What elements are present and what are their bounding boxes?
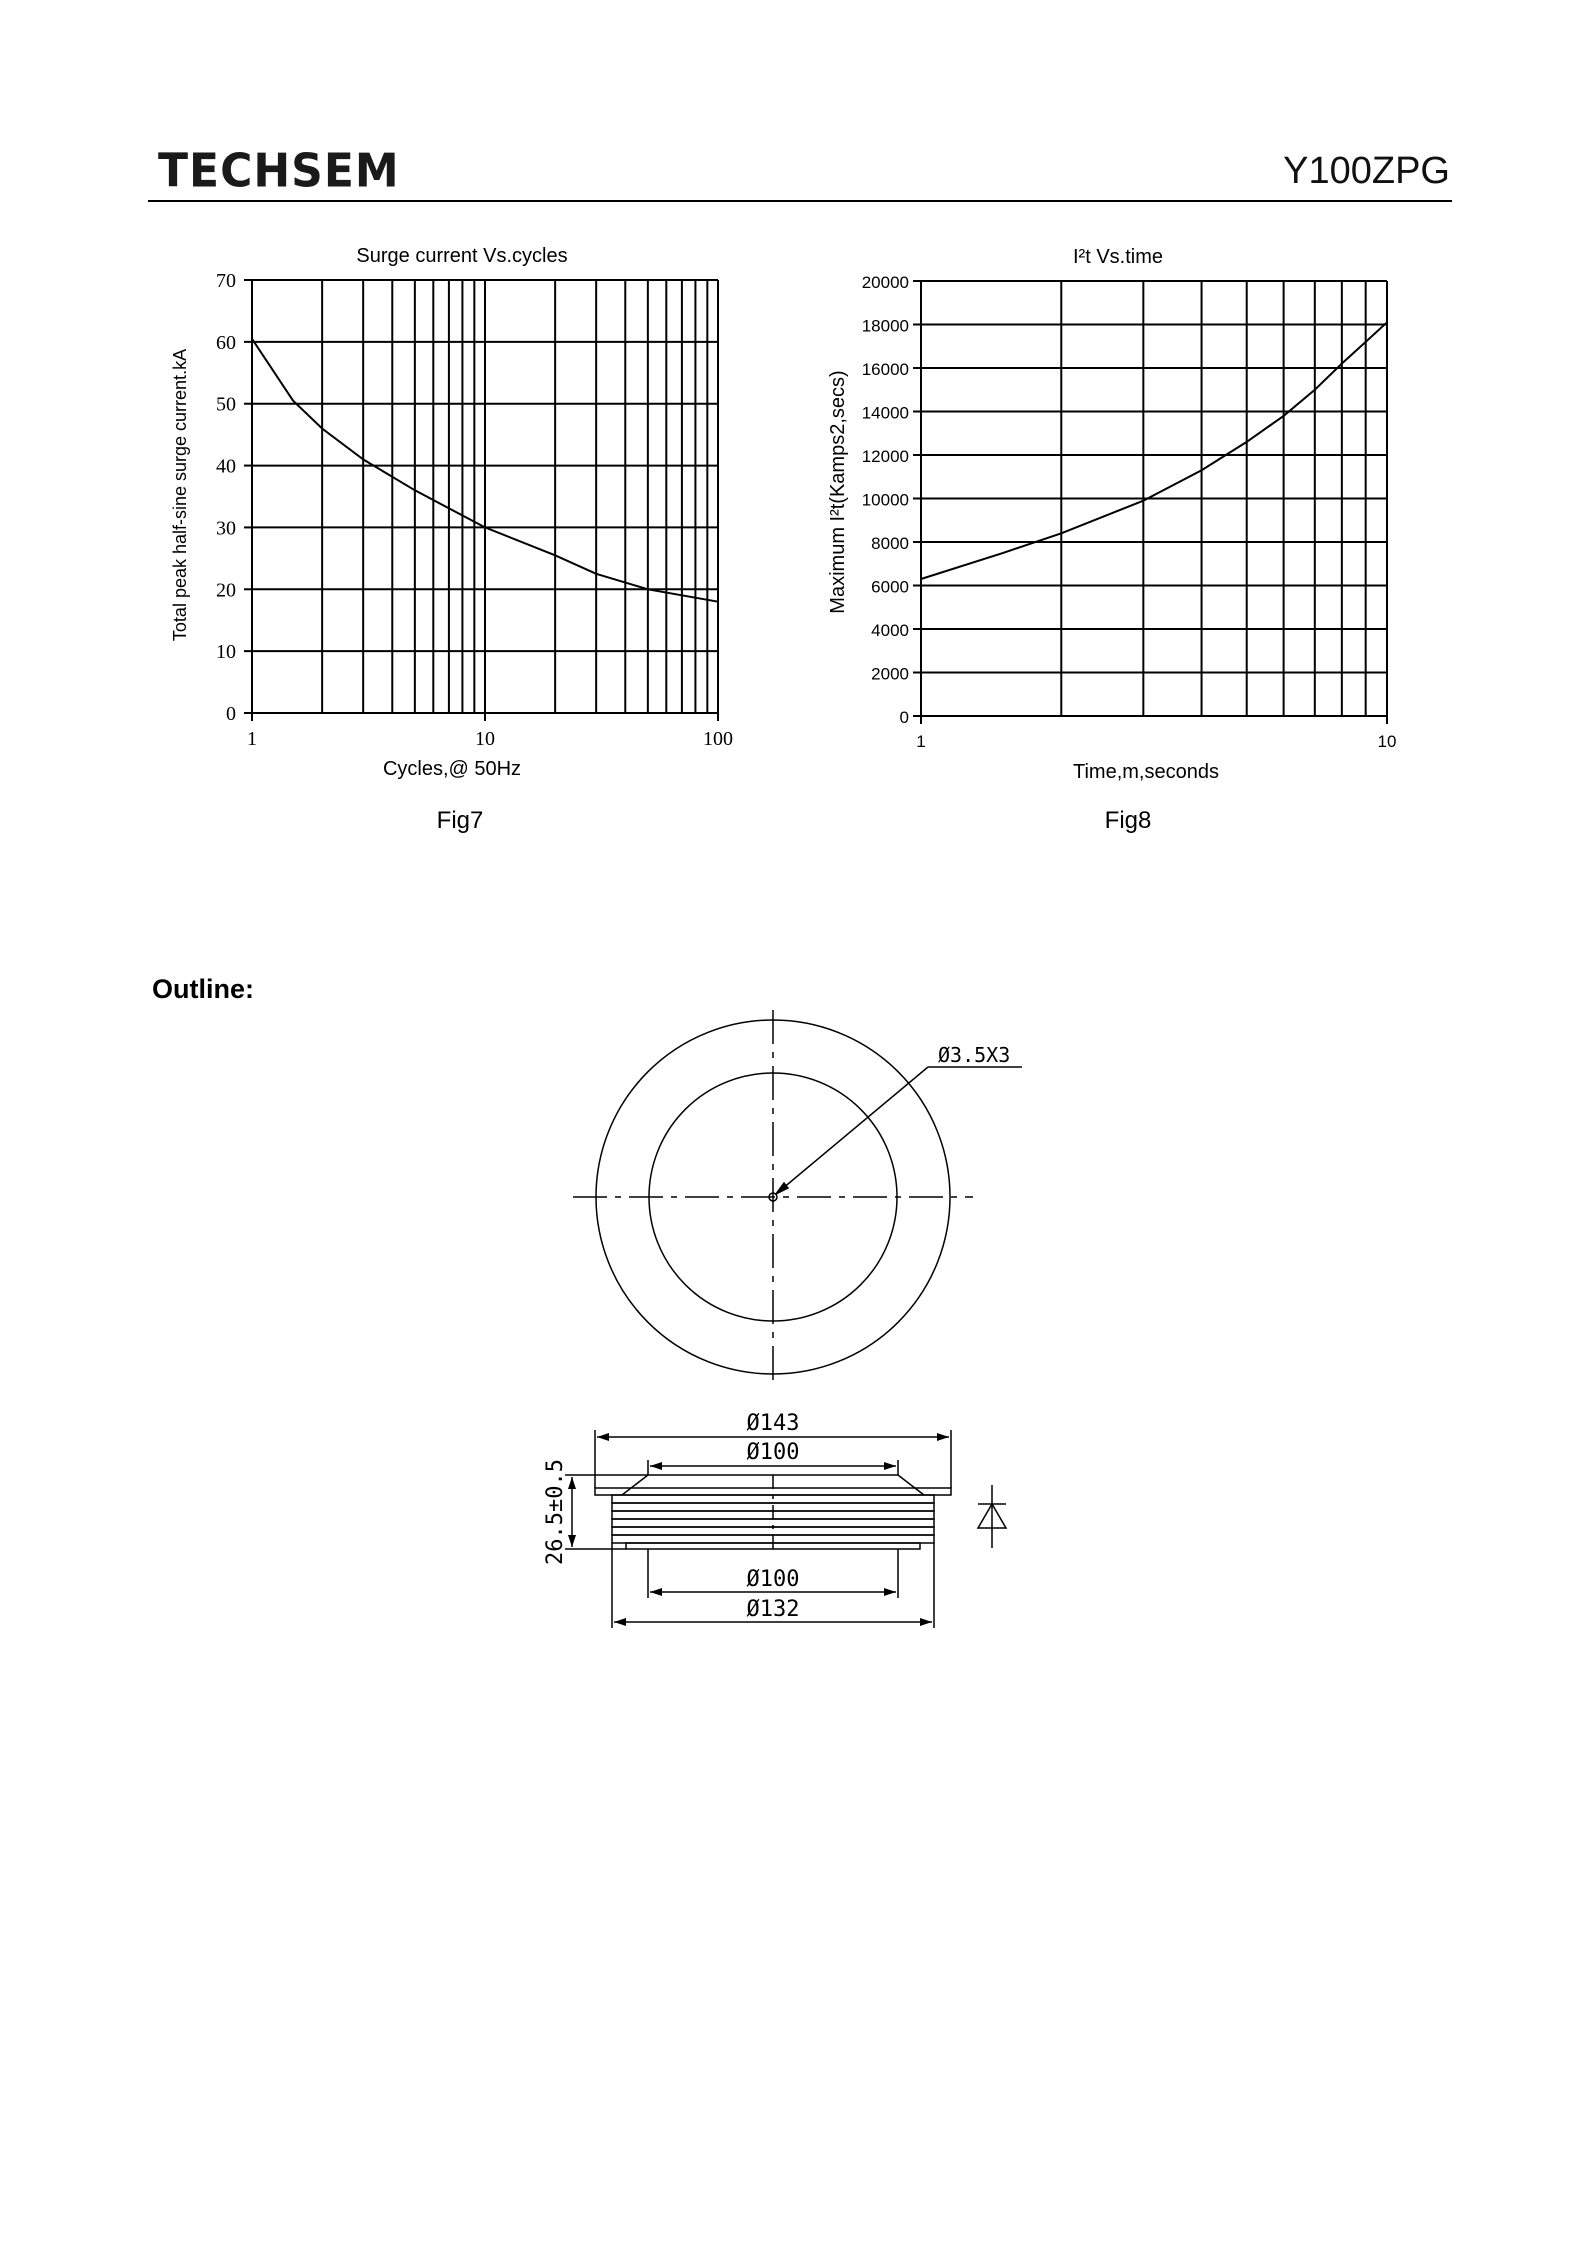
fig8-y-tick-label-2: 4000 xyxy=(871,621,909,640)
fig8-y-tick-label-10: 20000 xyxy=(861,273,909,292)
fig7-y-axis-label: Total peak half-sine surge current.kA xyxy=(170,348,190,642)
fig7-y-tick-label-4: 40 xyxy=(216,455,236,478)
fig8-y-tick-label-7: 14000 xyxy=(861,403,909,423)
fig8-title: I²t Vs.time xyxy=(1072,246,1164,268)
fig7-title: Surge current Vs.cycles xyxy=(356,245,568,267)
dim-top-contact-label: Ø100 xyxy=(746,1440,800,1465)
outline-leader-arrow xyxy=(776,1183,788,1194)
fig8-x-tick-label-0: 1 xyxy=(916,732,926,751)
fig7-y-tick-label-6: 60 xyxy=(216,331,236,354)
fig7-x-tick-label-1: 10 xyxy=(475,728,495,750)
fig8-chart xyxy=(827,246,1396,834)
fig7-y-tick-label-2: 20 xyxy=(216,579,236,602)
fig7-caption: Fig7 xyxy=(436,807,484,834)
outline-flange xyxy=(595,1488,951,1495)
fig8-series-line xyxy=(921,322,1387,579)
fig7-grid xyxy=(252,280,718,713)
dim-outer-flange-label: Ø143 xyxy=(746,1411,800,1436)
fig8-x-ticks xyxy=(916,716,1396,751)
fig8-y-tick-label-6: 12000 xyxy=(861,447,909,466)
fig8-y-tick-label-0: 0 xyxy=(899,708,909,727)
fig8-caption: Fig8 xyxy=(1104,807,1152,834)
fig7-y-tick-label-7: 70 xyxy=(216,270,236,292)
fig7-x-tick-label-2: 100 xyxy=(703,728,733,750)
fig7-y-tick-label-1: 10 xyxy=(216,641,236,664)
dim-height-label: 26.5±0.5 xyxy=(543,1459,568,1565)
fig8-y-ticks xyxy=(862,273,921,727)
fig8-y-tick-label-3: 6000 xyxy=(871,577,909,597)
fig7-x-ticks xyxy=(247,713,733,750)
fig7-y-tick-label-3: 30 xyxy=(216,517,236,540)
fig8-y-tick-label-9: 18000 xyxy=(861,316,909,336)
outline-section-label: Outline: xyxy=(152,974,254,1004)
outline-hole-note: Ø3.5X3 xyxy=(938,1043,1011,1067)
fig7-y-tick-label-5: 50 xyxy=(216,393,236,416)
dim-body-label: Ø132 xyxy=(746,1597,800,1622)
dim-bottom-contact-label: Ø100 xyxy=(746,1567,800,1592)
part-number: Y100ZPG xyxy=(1283,150,1450,192)
fig8-y-axis-label: Maximum I²t(Kamps2,secs) xyxy=(827,370,849,614)
fig8-y-tick-label-4: 8000 xyxy=(871,534,909,553)
fig7-y-tick-label-0: 0 xyxy=(226,703,236,725)
fig8-x-axis-label: Time,m,seconds xyxy=(1073,761,1219,783)
fig7-x-tick-label-0: 1 xyxy=(247,728,257,750)
fig7-chart xyxy=(170,245,733,834)
fig8-y-tick-label-1: 2000 xyxy=(871,664,909,684)
company-logo: TECHSEM xyxy=(158,144,400,199)
fig8-y-tick-label-5: 10000 xyxy=(861,490,909,510)
fig8-grid xyxy=(921,281,1387,716)
fig8-y-tick-label-8: 16000 xyxy=(861,360,909,379)
fig7-y-ticks xyxy=(216,270,252,725)
outline-leader-line xyxy=(776,1067,928,1194)
fig8-x-tick-label-1: 10 xyxy=(1377,732,1397,751)
fig7-x-axis-label: Cycles,@ 50Hz xyxy=(382,758,522,780)
